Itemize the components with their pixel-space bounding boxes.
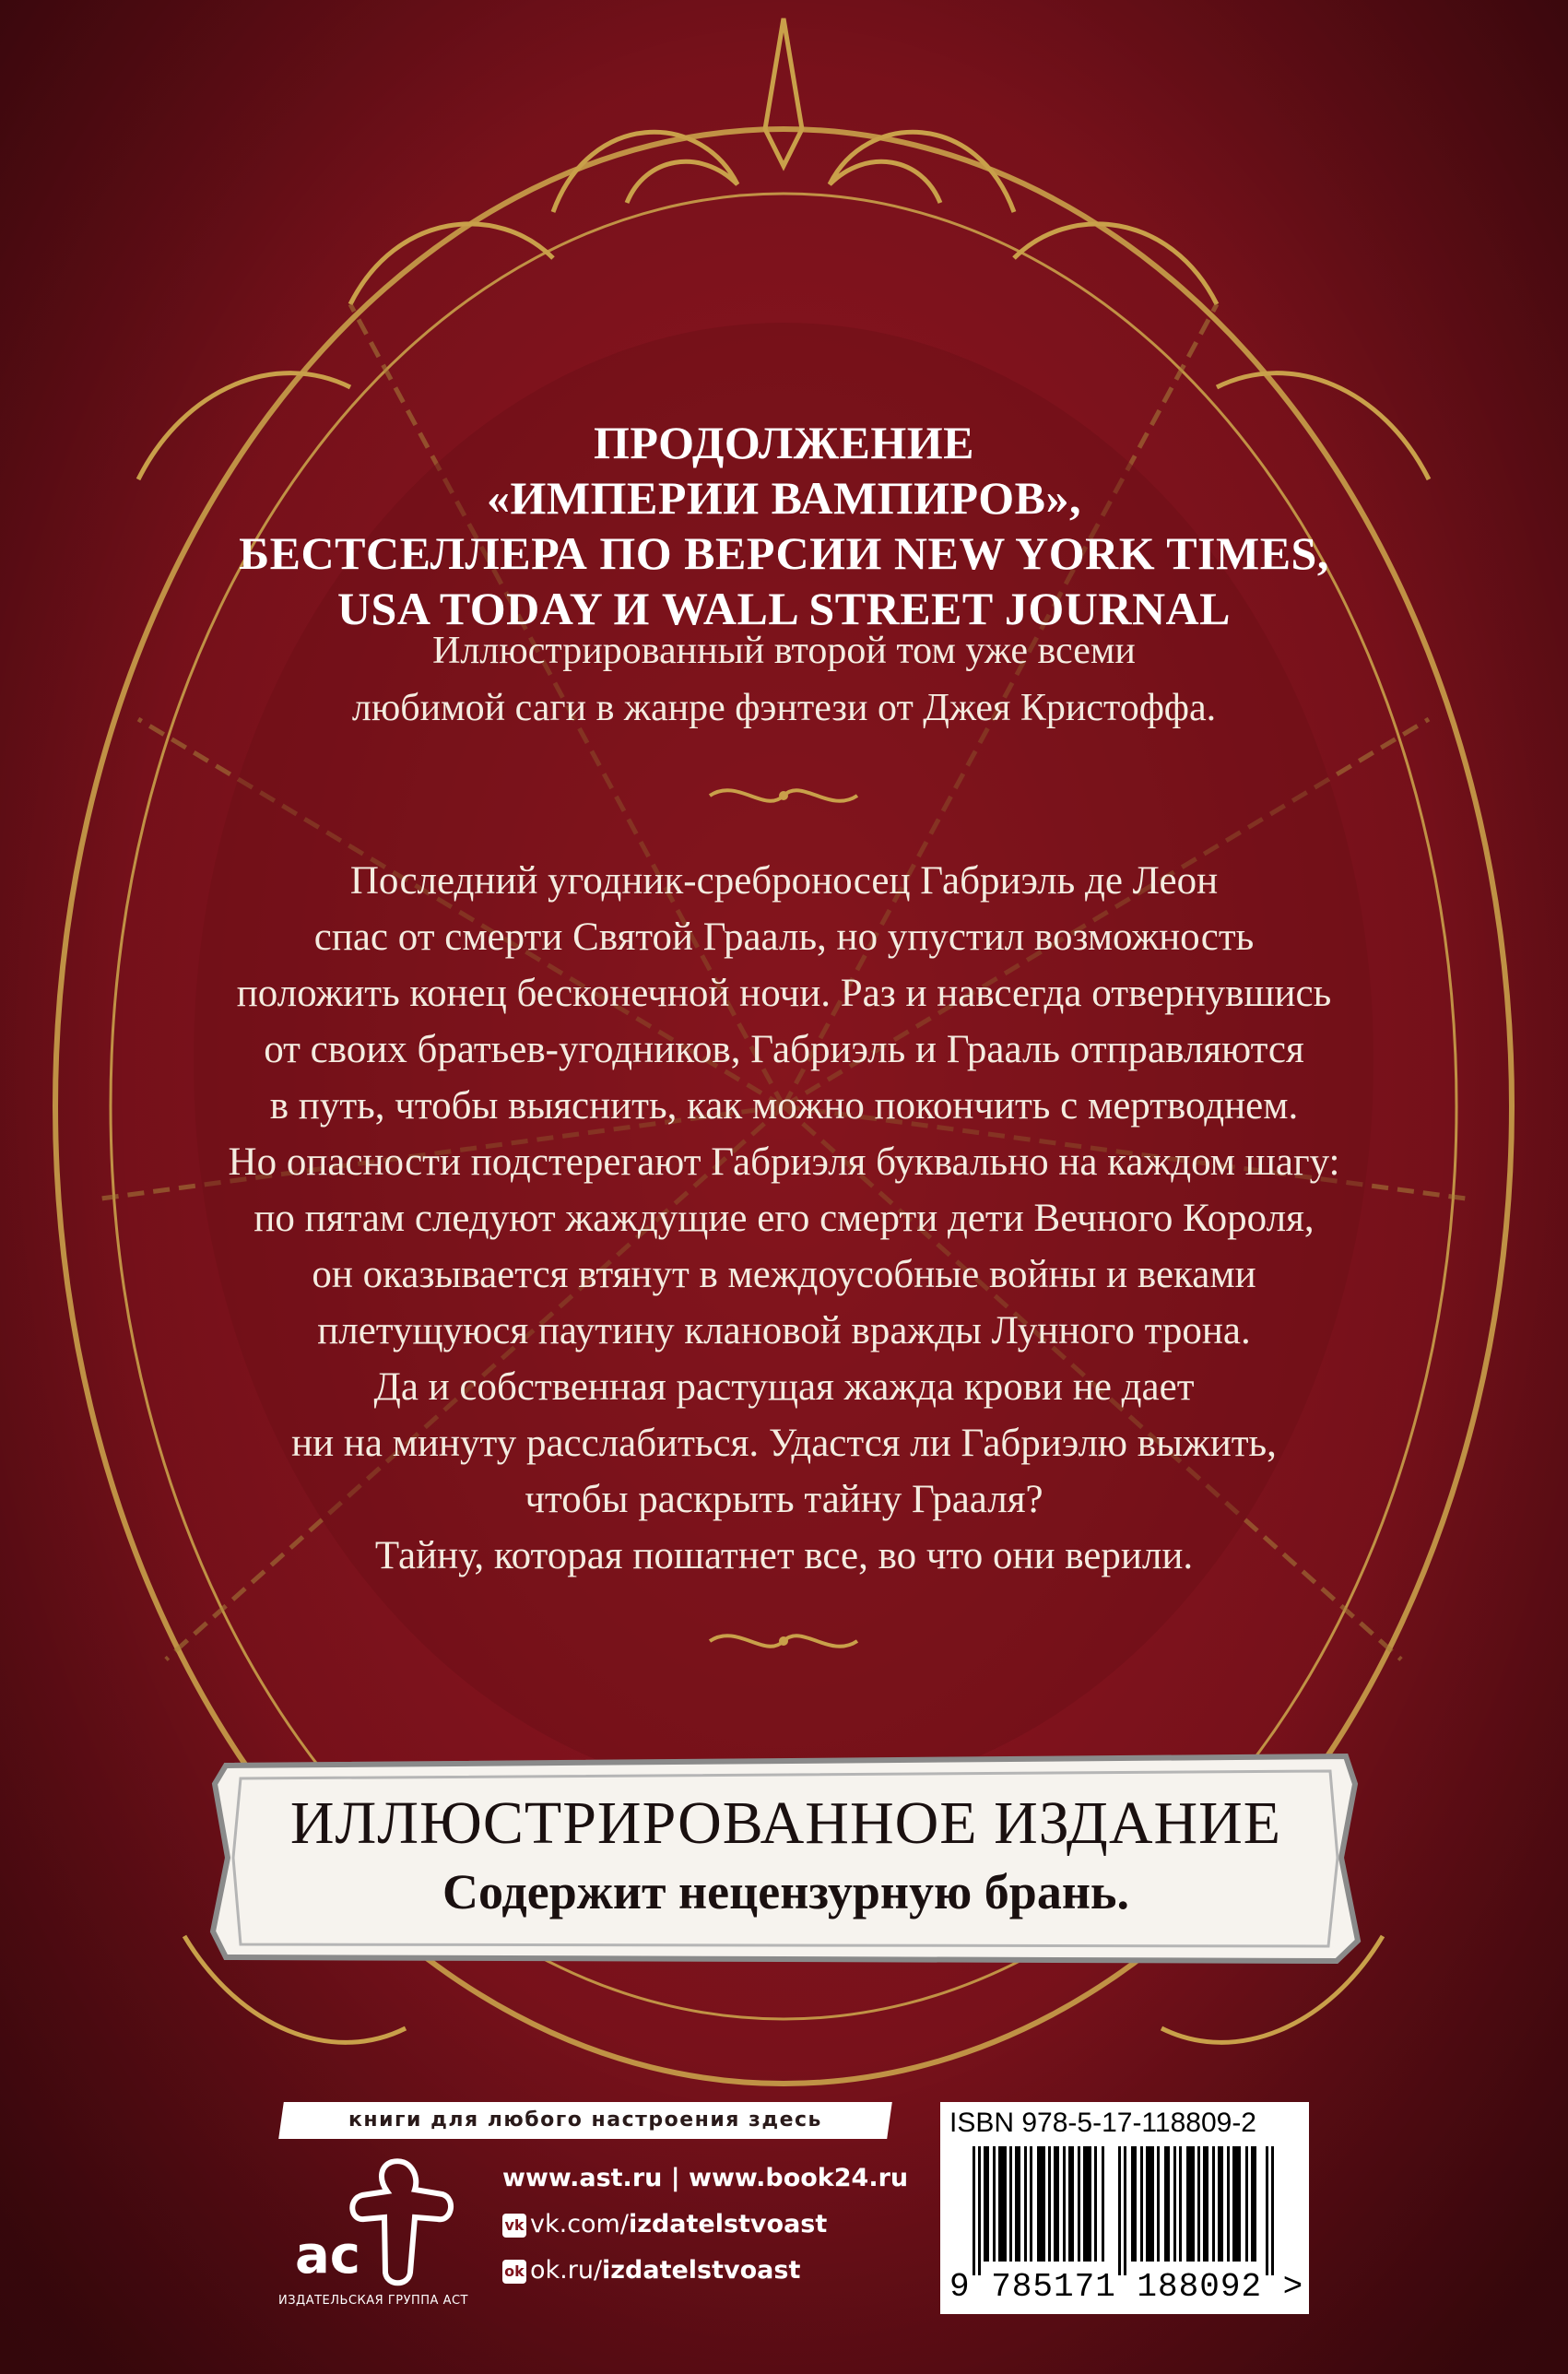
synopsis-line: чтобы раскрыть тайну Грааля?: [525, 1478, 1043, 1521]
websites-link[interactable]: www.ast.ru | www.book24.ru: [502, 2164, 909, 2192]
ok-link[interactable]: [502, 2254, 800, 2287]
synopsis-line: он оказывается втянут в междоусобные войны и веками: [312, 1253, 1256, 1296]
flourish-divider-icon: [701, 1618, 867, 1664]
publisher-caption: ИЗДАТЕЛЬСКАЯ ГРУППА АСТ: [278, 2294, 468, 2308]
barcode-digits: 9 785171 188092 >: [949, 2268, 1304, 2306]
subheadline-line: любимой саги в жанре фэнтези от Джея Кристоффа.: [351, 687, 1217, 729]
headline-line: БЕСТСЕЛЛЕРА ПО ВЕРСИИ NEW YORK TIMES,: [239, 527, 1329, 579]
synopsis-line: плетущуюся паутину клановой вражды Лунного трона.: [317, 1309, 1251, 1352]
ok-prefix: ok.ru/: [530, 2256, 603, 2285]
headline-line: USA TODAY И WALL STREET JOURNAL: [336, 583, 1232, 634]
svg-text:ас: ас: [295, 2226, 360, 2285]
ok-handle: izdatelstvoast: [602, 2256, 801, 2285]
synopsis-line: от своих братьев-угодников, Габриэль и Грааль отправляются: [264, 1028, 1304, 1071]
ast-logo-icon: [281, 2153, 456, 2291]
isbn-label: ISBN 978-5-17-118809-2: [949, 2108, 1256, 2138]
synopsis-line: положить конец бесконечной ночи. Раз и навсегда отвернувшись: [236, 972, 1332, 1015]
banner-title: ИЛЛЮСТРИРОВАННОЕ ИЗДАНИЕ: [289, 1789, 1282, 1857]
barcode-icon: [973, 2146, 1277, 2275]
synopsis-line: Последний угодник-среброносец Габриэль де Леон: [349, 859, 1219, 903]
banner-subtitle: Содержит нецензурную брань.: [442, 1864, 1129, 1919]
synopsis-line: в путь, чтобы выяснить, как можно покончить с мертводнем.: [269, 1084, 1299, 1128]
synopsis-line: Да и собственная растущая жажда крови не дает: [373, 1365, 1195, 1409]
synopsis-line: по пятам следуют жаждущие его смерти дети Вечного Короля,: [253, 1197, 1315, 1240]
synopsis-line: Тайну, которая пошатнет все, во что они верили.: [374, 1534, 1194, 1577]
ok-icon: ok: [502, 2260, 526, 2284]
subheadline-line: Иллюстрированный второй том уже всеми: [432, 630, 1136, 672]
synopsis-line: ни на минуту расслабиться. Удастся ли Габриэлю выжить,: [291, 1422, 1277, 1465]
vk-icon: vk: [502, 2214, 526, 2238]
synopsis-line: Но опасности подстерегают Габриэля буквально на каждом шагу:: [228, 1140, 1340, 1184]
vk-prefix: vk.com/: [530, 2210, 629, 2238]
flourish-divider-icon: [701, 773, 867, 819]
vk-link[interactable]: [502, 2208, 827, 2241]
synopsis-line: спас от смерти Святой Грааль, но упустил возможность: [313, 915, 1255, 959]
publisher-tagline: книги для любого настроения здесь: [348, 2108, 822, 2132]
vk-handle: izdatelstvoast: [628, 2210, 828, 2238]
headline-line: «ИМПЕРИИ ВАМПИРОВ»,: [487, 472, 1081, 524]
headline-line: ПРОДОЛЖЕНИЕ: [593, 417, 975, 468]
